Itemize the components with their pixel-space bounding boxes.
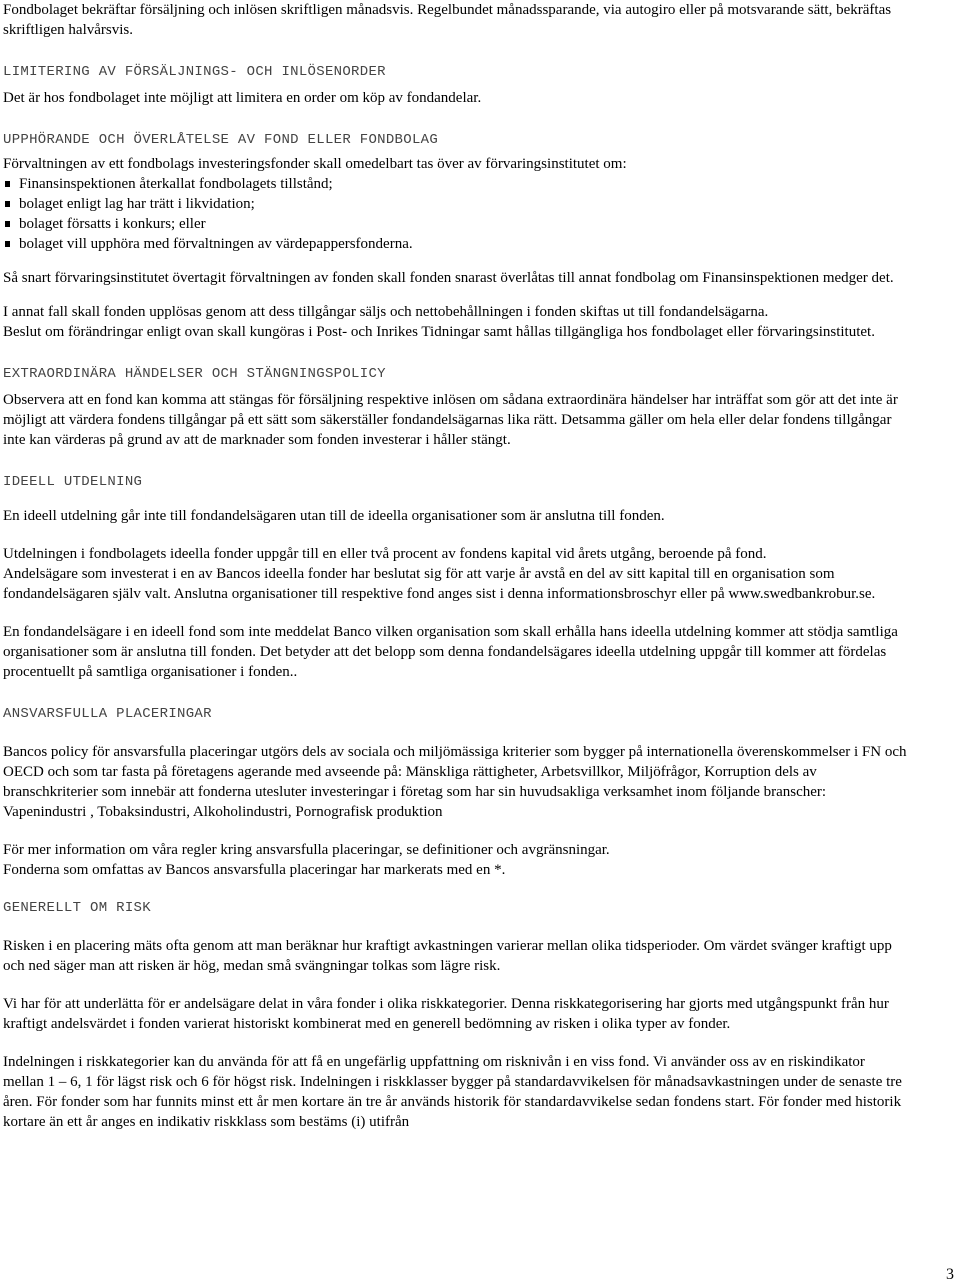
upphorande-bullet-list	[3, 174, 908, 254]
extraordinara-paragraph: Observera att en fond kan komma att stängas för försäljning respektive inlösen om sådana extraordinära händelser har inträffat som gör att det inte är möjligt att värdera fondens tillgångar på ett sätt som säkerställer fondandelsägarnas lika rätt. Detsamma gäller om hela eller delar fondens tillgångar inte kan värderas på grund av att de marknader som fonden investerar i håller stängt.	[3, 392, 898, 448]
list-item: Finansinspektionen återkallat fondbolagets tillstånd;	[3, 174, 908, 194]
heading-ideell: IDEELL UTDELNING	[3, 474, 143, 490]
ansvarsfulla-paragraph-3: Fonderna som omfattas av Bancos ansvarsfulla placeringar har markerats med en *.	[3, 862, 506, 878]
ansvarsfulla-paragraph-1: Bancos policy för ansvarsfulla placeringar utgörs dels av sociala och miljömässiga kriterier som bygger på internationella överenskommelser i FN och OECD och som tar fasta på företagens agerande med avseende på: Mänskliga rättigheter, Arbetsvillkor, Miljöfrågor, Korruption dels av branschkriterier som innebär att fonderna utesluter investeringar i företag som har sin huvudsakliga verksamhet inom följande branscher: Vapenindustri , Tobaksindustri, Alkoholindustri, Pornografisk produktion	[3, 744, 907, 820]
risk-paragraph-1: Risken i en placering mäts ofta genom att man beräknar hur kraftigt avkastningen varierar mellan olika tidsperioder. Om värdet svänger kraftigt upp och ned säger man att risken är hög, medan små svängningar tolkas som lägre risk.	[3, 938, 892, 974]
upphorande-paragraph-3: Beslut om förändringar enligt ovan skall kungöras i Post- och Inrikes Tidningar samt hållas tillgängliga hos fondbolaget eller förvaringsinstitutet.	[3, 324, 875, 340]
ansvarsfulla-paragraph-2: För mer information om våra regler kring ansvarsfulla placeringar, se definitioner och avgränsningar.	[3, 842, 610, 858]
limitering-paragraph: Det är hos fondbolaget inte möjligt att limitera en order om köp av fondandelar.	[3, 90, 482, 106]
heading-limitering: LIMITERING AV FÖRSÄLJNINGS- OCH INLÖSENORDER	[3, 64, 386, 80]
page-number: 3	[946, 1266, 954, 1283]
ideell-paragraph-2: Utdelningen i fondbolagets ideella fonder uppgår till en eller två procent av fondens kapital vid årets utgång, beroende på fond.	[3, 546, 767, 562]
list-item: bolaget enligt lag har trätt i likvidation;	[3, 194, 908, 214]
heading-ansvarsfulla: ANSVARSFULLA PLACERINGAR	[3, 706, 212, 722]
upphorande-paragraph-1: Så snart förvaringsinstitutet övertagit förvaltningen av fonden skall fonden snarast överlåtas till annat fondbolag om Finansinspektionen medger det.	[3, 270, 894, 286]
upphorande-paragraph-2: I annat fall skall fonden upplösas genom att dess tillgångar säljs och nettobehållningen i fonden skiftas ut till fondandelsägarna.	[3, 304, 769, 320]
heading-extraordinara: EXTRAORDINÄRA HÄNDELSER OCH STÄNGNINGSPOLICY	[3, 366, 386, 382]
upphorande-intro: Förvaltningen av ett fondbolags investeringsfonder skall omedelbart tas över av förvaringsinstitutet om:	[3, 156, 627, 172]
ideell-paragraph-1: En ideell utdelning går inte till fondandelsägaren utan till de ideella organisationer som är anslutna till fonden.	[3, 508, 665, 524]
heading-risk: GENERELLT OM RISK	[3, 900, 151, 916]
list-item: bolaget vill upphöra med förvaltningen av värdepappersfonderna.	[3, 234, 908, 254]
intro-paragraph: Fondbolaget bekräftar försäljning och inlösen skriftligen månadsvis. Regelbundet månadssparande, via autogiro eller på motsvarande sätt, bekräftas skriftligen halvårsvis.	[3, 2, 892, 38]
risk-paragraph-3: Indelningen i riskkategorier kan du använda för att få en ungefärlig uppfattning om risknivån i en viss fond. Vi använder oss av en riskindikator mellan 1 – 6, 1 för lägst risk och 6 för högst risk. Indelningen i riskklasser bygger på standardavvikelsen för månadsavkastningen under de senaste tre åren. För fonder som har funnits minst ett år men kortare än tre år används historik för standardavvikelse sedan fondens start. För fonder med historik kortare än ett år anges en indikativ riskklass som bestäms (i) utifrån	[3, 1054, 902, 1130]
document-page	[3, 0, 908, 1132]
heading-upphorande: UPPHÖRANDE OCH ÖVERLÅTELSE AV FOND ELLER FONDBOLAG	[3, 132, 439, 148]
list-item: bolaget försatts i konkurs; eller	[3, 214, 908, 234]
ideell-paragraph-4: En fondandelsägare i en ideell fond som inte meddelat Banco vilken organisation som skall erhålla hans ideella utdelning kommer att stödja samtliga organisationer som är anslutna till fonden. Det betyder att det belopp som denna fondandelsägares ideella utdelning uppgår till kommer att fördelas procentuellt på samtliga organisationer i fonden..	[3, 624, 898, 680]
ideell-paragraph-3: Andelsägare som investerat i en av Bancos ideella fonder har beslutat sig för att varje år avstå en del av sitt kapital till en organisation som fondandelsägaren själv valt. Anslutna organisationer till respektive fond anges sist i denna informationsbroschyr eller på www.swedbankrobur.se.	[3, 566, 876, 602]
risk-paragraph-2: Vi har för att underlätta för er andelsägare delat in våra fonder i olika riskkategorier. Denna riskkategorisering har gjorts med utgångspunkt från hur kraftigt andelsvärdet i fonden varierat historiskt kombinerat med en generell bedömning av risken i olika typer av fonder.	[3, 996, 889, 1032]
